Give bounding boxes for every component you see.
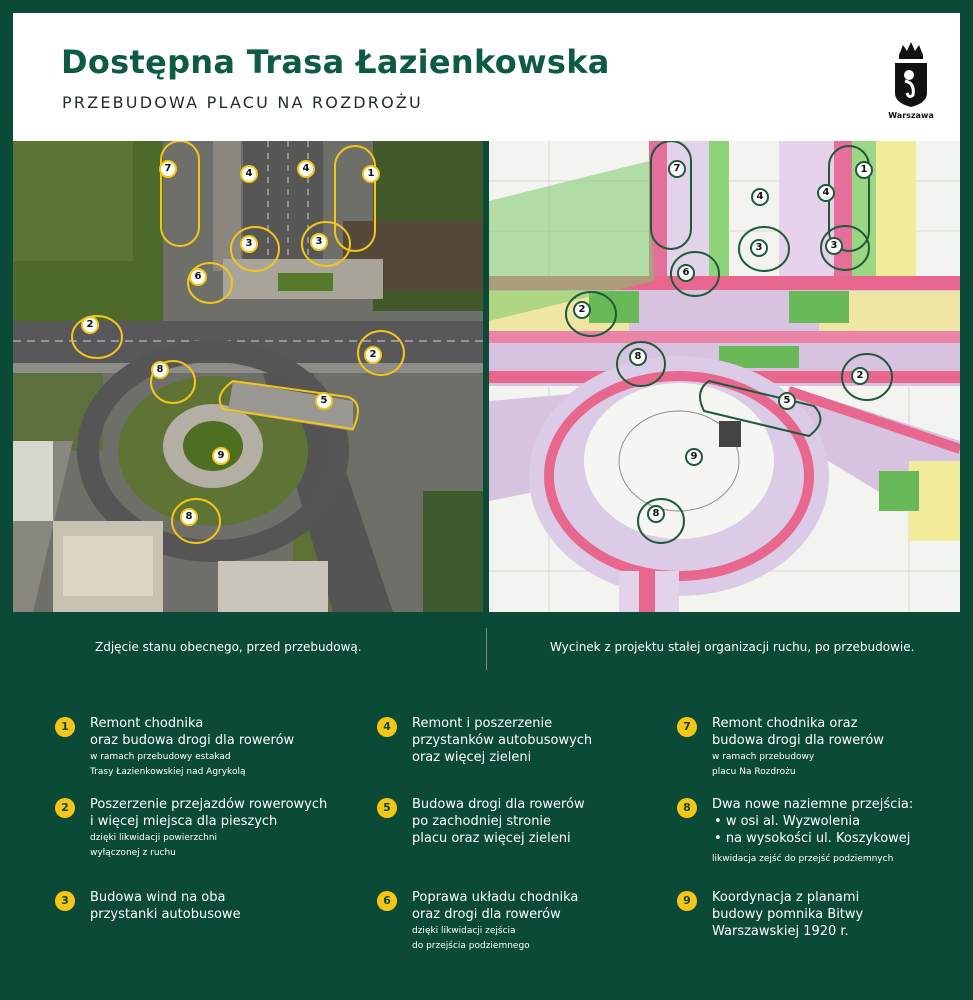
- plan-marker: 2: [851, 367, 869, 385]
- photo-marker: 9: [212, 447, 230, 465]
- photo-marker: 8: [151, 361, 169, 379]
- plan-marker: 9: [685, 448, 703, 466]
- legend-text: [712, 715, 973, 780]
- legend-main-text: Remont chodnika oraz budowa drogi dla rowerów: [90, 716, 295, 748]
- photo-marker: 2: [81, 316, 99, 334]
- photo-marker: 6: [189, 268, 207, 286]
- legend-bullet: • na wysokości ul. Koszykowej: [712, 830, 973, 847]
- page-subtitle: PRZEBUDOWA PLACU NA ROZDROŻU: [62, 93, 423, 112]
- plan-marker: 3: [825, 237, 843, 255]
- legend-main-text: Remont i poszerzenie przystanków autobusowych oraz więcej zieleni: [412, 716, 593, 765]
- plan-marker: 8: [647, 505, 665, 523]
- plan-marker: 2: [573, 301, 591, 319]
- photo-marker: 4: [240, 165, 258, 183]
- aerial-photo-drawing: [13, 141, 483, 612]
- photo-marker: 3: [240, 235, 258, 253]
- legend-number-badge: 8: [677, 798, 697, 818]
- legend-main-text: Remont chodnika oraz budowa drogi dla rowerów: [712, 716, 884, 748]
- header: [13, 13, 960, 141]
- aerial-photo: [13, 141, 483, 612]
- legend-main-text: Dwa nowe naziemne przejścia:: [712, 797, 914, 812]
- photo-marker: 2: [364, 346, 382, 364]
- caption-after: Wycinek z projektu stałej organizacji ruchu, po przebudowie.: [550, 640, 915, 654]
- photo-marker: 5: [315, 392, 333, 410]
- legend-sub-text: dzięki likwidacji powierzchni wyłączonej z ruchu: [90, 833, 218, 858]
- legend-text: [412, 715, 682, 766]
- caption-before: Zdjęcie stanu obecnego, przed przebudową.: [95, 640, 362, 654]
- traffic-plan: [489, 141, 960, 612]
- legend-sub-text: w ramach przebudowy estakad Trasy Łazienkowskiej nad Agrykolą: [90, 752, 246, 777]
- legend-number-badge: 1: [55, 717, 75, 737]
- legend-text: [712, 796, 973, 867]
- legend-text: [412, 889, 682, 954]
- plan-marker: 6: [677, 264, 695, 282]
- legend-main-text: Budowa drogi dla rowerów po zachodniej stronie placu oraz więcej zieleni: [412, 797, 585, 846]
- legend-text: [412, 796, 682, 847]
- legend-main-text: Koordynacja z planami budowy pomnika Bitwy Warszawskiej 1920 r.: [712, 890, 864, 939]
- legend-number-badge: 2: [55, 798, 75, 818]
- legend-number-badge: 9: [677, 891, 697, 911]
- traffic-plan-drawing: [489, 141, 960, 612]
- plan-marker: 4: [817, 184, 835, 202]
- plan-marker: 7: [668, 160, 686, 178]
- legend-text: [90, 796, 360, 861]
- photo-marker: 8: [180, 508, 198, 526]
- legend-sub-text: likwidacja zejść do przejść podziemnych: [712, 854, 894, 864]
- legend-text: [90, 715, 360, 780]
- legend-bullet: • w osi al. Wyzwolenia: [712, 813, 973, 830]
- legend-sub-text: dzięki likwidacji zejścia do przejścia podziemnego: [412, 926, 530, 951]
- plan-marker: 8: [629, 348, 647, 366]
- legend-number-badge: 3: [55, 891, 75, 911]
- plan-marker: 1: [855, 161, 873, 179]
- legend-number-badge: 4: [377, 717, 397, 737]
- legend-main-text: Poszerzenie przejazdów rowerowych i więcej miejsca dla pieszych: [90, 797, 328, 829]
- legend-main-text: Budowa wind na oba przystanki autobusowe: [90, 890, 241, 922]
- plan-marker: 4: [751, 188, 769, 206]
- legend-text: [90, 889, 360, 923]
- plan-marker: 5: [778, 392, 796, 410]
- legend-number-badge: 7: [677, 717, 697, 737]
- legend-text: [712, 889, 973, 940]
- plan-marker: 3: [750, 239, 768, 257]
- legend-sub-text: w ramach przebudowy placu Na Rozdrożu: [712, 752, 815, 777]
- photo-marker: 7: [159, 160, 177, 178]
- legend-main-text: Poprawa układu chodnika oraz drogi dla rowerów: [412, 890, 579, 922]
- legend-number-badge: 5: [377, 798, 397, 818]
- caption-divider: [486, 628, 487, 670]
- photo-marker: 3: [310, 233, 328, 251]
- legend-number-badge: 6: [377, 891, 397, 911]
- photo-marker: 1: [362, 165, 380, 183]
- logo-label: Warszawa: [888, 111, 934, 120]
- page-title: Dostępna Trasa Łazienkowska: [61, 43, 610, 81]
- photo-marker: 4: [297, 160, 315, 178]
